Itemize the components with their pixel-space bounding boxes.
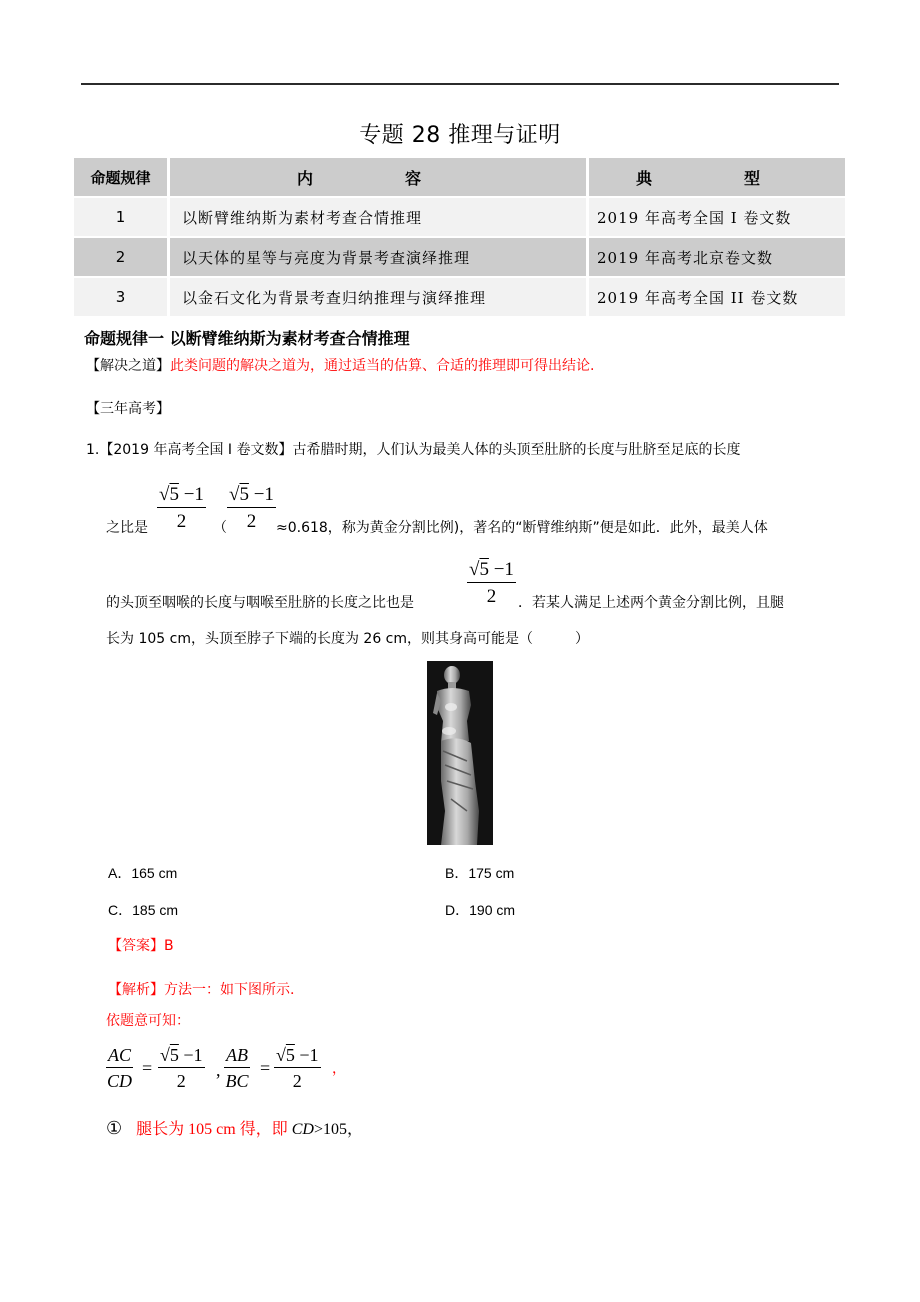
analysis-text: 方法一：如下图所示. [164,982,295,998]
table-row [74,278,845,316]
choice-d: D．190 cm [445,902,516,918]
choice-c: C．185 cm [108,902,179,918]
three-years-label: 【三年高考】 [86,401,170,417]
row-content: 以金石文化为背景考查归纳推理与演绎推理 [170,278,586,316]
row-index: 3 [74,278,167,316]
rules-table [74,158,845,318]
question-line-4: 长为 105 cm，头顶至脖子下端的长度为 26 cm，则其身高可能是（ ） [106,631,590,647]
question-line-3-suffix: ．若某人满足上述两个黄金分割比例，且腿 [518,595,784,611]
analysis-line [108,979,294,999]
question-number: 1. [86,442,100,458]
step-marker: ① [106,1118,123,1138]
table-row [74,198,845,236]
row-typical: 2019 年高考全国 I 卷文数 [589,198,845,236]
question-line-1 [86,439,740,459]
step-1: ① 腿长为 105 cm 得，即 CD>105， [106,1118,363,1138]
fraction-ac-cd: $\frac{AC}{CD}$ [107,1045,133,1091]
row-content: 以断臂维纳斯为素材考查合情推理 [170,198,586,236]
header-cell-typical: 典 型 [589,158,845,196]
section-heading: 命题规律一 以断臂维纳斯为素材考查合情推理 [84,329,410,348]
method-label: 【解决之道】 [86,358,170,374]
venus-statue-image [427,661,493,845]
analysis-label: 【解析】 [108,982,164,998]
page-title: 专题 28 推理与证明 [359,123,561,148]
question-text-1: 古希腊时期，人们认为最美人体的头顶至肚脐的长度与肚脐至足底的长度 [292,442,741,458]
header-cell-rule: 命题规律 [74,158,167,196]
header-cell-content: 内 容 [170,158,586,196]
choice-a: A．165 cm [108,865,178,881]
question-paren-open: （ [213,520,227,536]
question-line-3-prefix: 的头顶至咽喉的长度与咽喉至肚脐的长度之比也是 [106,595,414,611]
row-typical: 2019 年高考全国 II 卷文数 [589,278,845,316]
known-line: 依题意可知： [106,1013,190,1029]
fraction-ab-bc: $\frac{AB}{BC}$ [225,1045,249,1091]
answer-line [108,935,174,955]
method-text: 此类问题的解决之道为，通过适当的估算、合适的推理即可得出结论. [170,358,595,374]
question-line-2-suffix: ≈0.618，称为黄金分割比例)，著名的“断臂维纳斯”便是如此．此外，最美人体 [276,520,768,536]
golden-ratio-fraction: $\frac{√5 -1}{2}$ [229,484,274,532]
golden-ratio-fraction: $\frac{√5 -1}{2}$ [276,1045,319,1091]
answer-value: B [164,938,174,954]
question-source: 【2019 年高考全国 I 卷文数】 [99,442,293,458]
table-header-row [74,158,845,196]
header-rule [81,83,839,85]
row-typical: 2019 年高考北京卷文数 [589,238,845,276]
table-row [74,238,845,276]
choice-b: B．175 cm [445,865,515,881]
answer-label: 【答案】 [108,938,164,954]
golden-ratio-fraction: $\frac{√5 -1}{2}$ [159,484,204,532]
row-index: 1 [74,198,167,236]
method-line [86,355,594,375]
row-index: 2 [74,238,167,276]
question-line-2-prefix: 之比是 [106,520,148,536]
golden-ratio-fraction: $\frac{√5 -1}{2}$ [160,1045,203,1091]
golden-ratio-fraction: $\frac{√5 -1}{2}$ [469,559,514,607]
row-content: 以天体的星等与亮度为背景考查演绎推理 [170,238,586,276]
